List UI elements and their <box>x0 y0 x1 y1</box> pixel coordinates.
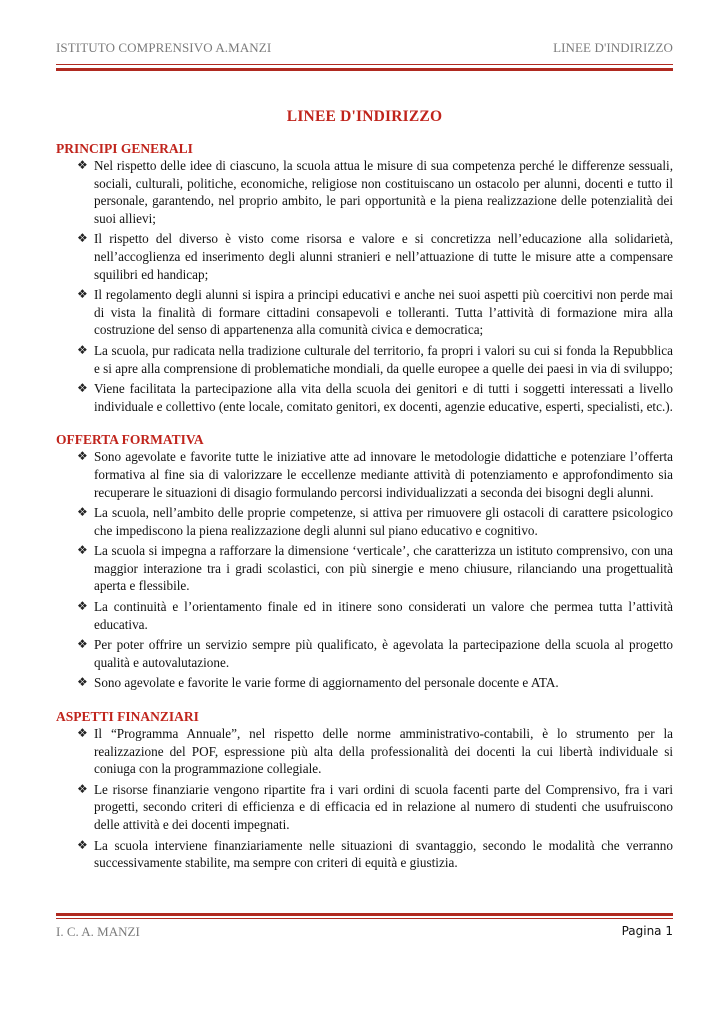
section-principi-generali <box>56 140 673 415</box>
four-diamond-bullet-icon: ❖ <box>77 449 88 464</box>
list-item <box>56 837 673 872</box>
four-diamond-bullet-icon: ❖ <box>77 287 88 302</box>
list-item <box>56 448 673 501</box>
list-item-text: La scuola interviene finanziariamente nelle situazioni di svantaggio, secondo le modalità che verranno successivamente stabilite, ma sempre con criteri di equità e giustizia. <box>94 837 673 871</box>
footer-school: I. C. A. MANZI <box>56 924 140 939</box>
four-diamond-bullet-icon: ❖ <box>77 158 88 172</box>
four-diamond-bullet-icon: ❖ <box>77 342 88 357</box>
four-diamond-bullet-icon: ❖ <box>77 381 88 396</box>
four-diamond-bullet-icon: ❖ <box>77 505 88 520</box>
list-item-text: Il rispetto del diverso è visto come risorsa e valore e si concretizza nell’educazione alla solidarietà, nell’accoglienza ed inserimento degli alunni stranieri e nell’attuazione di tutte le misure atte a compensare squilibri ed handicap; <box>94 231 673 282</box>
bullet-list <box>56 448 673 692</box>
list-item-text: La continuità e l’orientamento finale ed in itinere sono considerati un valore che permea tutta l’attività educativa. <box>94 599 673 632</box>
list-item <box>56 725 673 778</box>
bullet-list <box>56 725 673 872</box>
list-item-text: Il regolamento degli alunni si ispira a principi educativi e anche nei suoi aspetti più coercitivi non perde mai di vista la finalità di formare cittadini consapevoli e tolleranti. Tutta l’attività di formazione mira alla costruzione del senso di appartenenza alla comunità civica e democratica; <box>94 287 673 338</box>
list-item-text: La scuola, nell’ambito delle proprie competenze, si attiva per rimuovere gli ostacoli di carattere psicologico che impediscono la piena realizzazione degli alunni sul piano educativo e cognitivo. <box>94 505 673 538</box>
footer-rule-thick <box>56 913 673 916</box>
list-item <box>56 380 673 415</box>
section-offerta-formativa <box>56 431 673 692</box>
document-title: LINEE D'INDIRIZZO <box>286 108 443 125</box>
four-diamond-bullet-icon: ❖ <box>77 675 88 690</box>
list-item <box>56 286 673 339</box>
section-aspetti-finanziari <box>56 708 673 872</box>
page-footer <box>56 924 673 940</box>
header-school-name: ISTITUTO COMPRENSIVO A.MANZI <box>56 40 272 55</box>
four-diamond-bullet-icon: ❖ <box>77 637 88 652</box>
header-rule-thick <box>56 68 673 71</box>
list-item-text: La scuola, pur radicata nella tradizione culturale del territorio, fa propri i valori su cui si fonda la Repubblica e si apre alla comprensione di problematiche mondiali, da quelle europee a quelle dei paesi in via di sviluppo; <box>94 342 673 376</box>
list-item <box>56 230 673 283</box>
list-item-text: Nel rispetto delle idee di ciascuno, la scuola attua le misure di sua competenza perché le differenze sessuali, sociali, culturali, politiche, economiche, religiose non costituiscano un ostacolo per alunni, docenti e tutto il personale, garantendo, nel proprio ambito, le pari opportunità e la piena realizzazione delle potenzialità dei suoi allievi; <box>94 158 673 226</box>
page-number: Pagina 1 <box>621 924 673 938</box>
list-item-text: Per poter offrire un servizio sempre più qualificato, è agevolata la partecipazione della scuola al progetto qualità e autovalutazione. <box>94 637 673 670</box>
bullet-list <box>56 157 673 415</box>
list-item-text: Sono agevolate e favorite le varie forme di aggiornamento del personale docente e ATA. <box>94 675 559 691</box>
four-diamond-bullet-icon: ❖ <box>77 781 88 796</box>
list-item <box>56 598 673 633</box>
list-item-text: Il “Programma Annuale”, nel rispetto delle norme amministrativo-contabili, è lo strumento per la realizzazione del POF, espressione più alta della professionalità dei docenti la cui libertà individuale si coniuga con la programmazione collegiale. <box>94 726 673 777</box>
four-diamond-bullet-icon: ❖ <box>77 231 88 246</box>
list-item <box>56 342 673 377</box>
section-heading: ASPETTI FINANZIARI <box>56 709 199 725</box>
header-doc-title: LINEE D'INDIRIZZO <box>553 40 673 55</box>
list-item-text: Viene facilitata la partecipazione alla vita della scuola dei genitori e di tutti i soggetti interessati a livello individuale e collettivo (ente locale, comitato genitori, ex docenti, agenzie educative, esperti, specialisti, etc.). <box>94 381 673 414</box>
four-diamond-bullet-icon: ❖ <box>77 599 88 614</box>
four-diamond-bullet-icon: ❖ <box>77 726 88 741</box>
section-heading: PRINCIPI GENERALI <box>56 141 193 156</box>
page-header <box>56 40 673 56</box>
section-heading: OFFERTA FORMATIVA <box>56 432 204 448</box>
document-body <box>56 108 673 888</box>
list-item <box>56 542 673 595</box>
footer-rule-thin <box>56 918 673 919</box>
list-item <box>56 636 673 671</box>
list-item <box>56 157 673 227</box>
list-item-text: La scuola si impegna a rafforzare la dimensione ‘verticale’, che caratterizza un istituto comprensivo, con una maggior interazione tra i gradi scolastici, con più sinergie e meno chiusure, rilanciando una progettualità aperta e flessibile. <box>94 543 673 594</box>
four-diamond-bullet-icon: ❖ <box>77 837 88 852</box>
header-rule-thin <box>56 64 673 65</box>
list-item <box>56 781 673 834</box>
four-diamond-bullet-icon: ❖ <box>77 543 88 558</box>
sections-container <box>56 140 673 872</box>
list-item <box>56 674 673 692</box>
list-item <box>56 504 673 539</box>
list-item-text: Sono agevolate e favorite tutte le iniziative atte ad innovare le metodologie didattiche e potenziare l’offerta formativa al fine sia di valorizzare le eccellenze mediante attività di potenziamento e approfondimento sia recuperare le situazioni di disagio formulando percorsi individualizzati a seconda dei bisogni degli alunni. <box>94 449 673 500</box>
list-item-text: Le risorse finanziarie vengono ripartite fra i vari ordini di scuola facenti parte del Comprensivo, fra i vari progetti, secondo criteri di efficienza e di efficacia ed in relazione al numero di studenti che usufruiscono delle attività e dei docenti impegnati. <box>94 781 673 832</box>
